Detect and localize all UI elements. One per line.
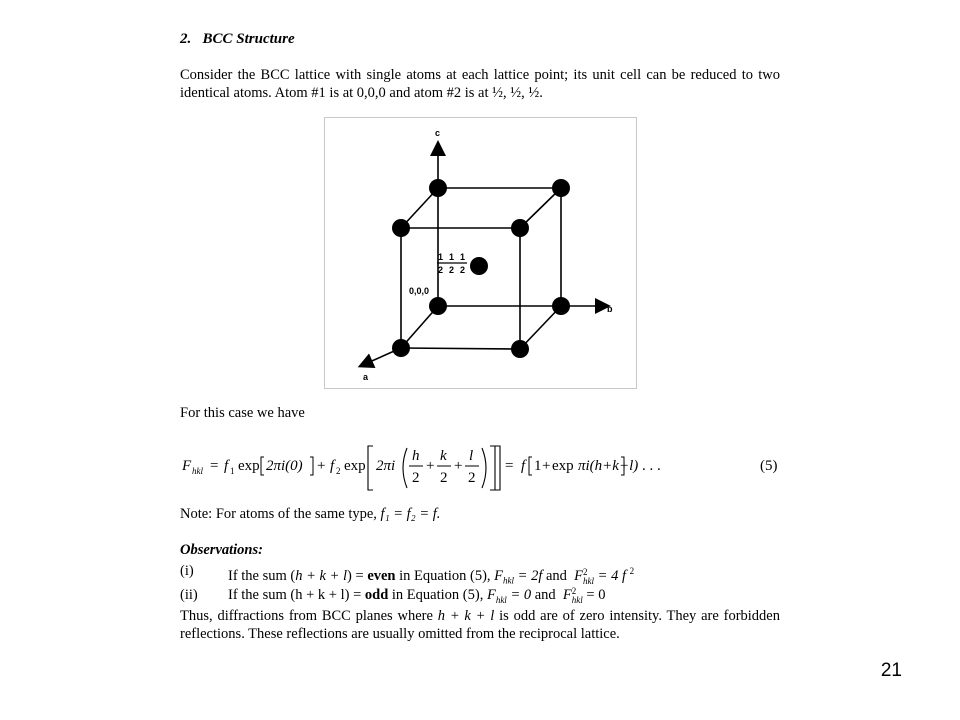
obs-i-hkl: h + k + l (295, 567, 348, 584)
eq-rhs-f: f (521, 458, 526, 474)
conclusion-hkl: h + k + l (437, 608, 495, 624)
eq-exp-2: exp (344, 458, 366, 474)
center-num-3: 1 (460, 252, 466, 262)
obs-i-and: and (542, 567, 571, 584)
origin-label: 0,0,0 (409, 286, 430, 296)
obs-i-kind: even (367, 567, 396, 584)
eq-equals-2: = (505, 458, 514, 474)
obs-ii-F-sub: hkl (495, 594, 507, 605)
obs-i-text-b: ) = (347, 567, 368, 584)
eq-two-1: 2 (412, 470, 420, 486)
eq-plus-3: + (454, 458, 463, 474)
atom-corner (511, 340, 529, 358)
obs-ii-F: F (486, 587, 496, 603)
eq-2pi-i: 2πi (376, 458, 396, 474)
center-den-3: 2 (460, 265, 466, 275)
note-expr: f₁ = f₂ = f. (380, 506, 441, 522)
eq-two-2: 2 (440, 470, 448, 486)
center-num-2: 1 (449, 252, 455, 262)
note-line (180, 505, 440, 523)
obs-ii-text-c: in Equation (5), (388, 587, 487, 603)
atom-corner (552, 179, 570, 197)
eq-dots: . . . (642, 458, 661, 474)
eq-h: h (412, 448, 420, 464)
center-num-1: 1 (438, 252, 444, 262)
observation-ii (180, 585, 606, 605)
equation-svg (180, 442, 780, 494)
conclusion-paragraph (180, 607, 780, 643)
obs-ii-and: and (531, 587, 560, 603)
obs-i-F-sub: hkl (503, 575, 515, 586)
center-den-1: 2 (438, 265, 444, 275)
eq-k: k (440, 448, 447, 464)
eq-rhs-arg: πi(h+k+l) (578, 458, 639, 474)
eq-number: (5) (760, 458, 778, 474)
observation-i (180, 562, 635, 586)
eq-rhs-one: 1 (534, 458, 542, 474)
obs-i-text-c: in Equation (5), (395, 567, 495, 584)
eq-f1: f (224, 458, 229, 474)
case-text: For this case we have (180, 405, 305, 421)
obs-i-F2: F (574, 567, 584, 584)
eq-plus-1: + (317, 458, 326, 474)
eq-f1-sub: 1 (230, 466, 235, 476)
atom-corner (392, 219, 410, 237)
atom-corner (429, 179, 447, 197)
obs-ii-label: (ii) (180, 587, 198, 603)
obs-i-eq-val: = 2f (514, 567, 543, 584)
eq-f2: f (330, 458, 335, 474)
atom-corner (511, 219, 529, 237)
eq-two-3: 2 (468, 470, 476, 486)
axis-b-label: b (607, 304, 613, 314)
obs-ii-F2: F (562, 587, 572, 603)
eq-arg-1: 2πi(0) (266, 458, 303, 474)
eq-F: F (182, 458, 192, 474)
intro-paragraph: Consider the BCC lattice with single atoms at each lattice point; its unit cell can be reduced to two identical atoms. Atom #1 is at 0,0,0 and atom #2 is at ½, ½, ½. (180, 67, 780, 101)
section-number: 2. (180, 31, 192, 47)
page-number: 21 (880, 660, 902, 681)
eq-equals-1: = (210, 458, 219, 474)
conclusion-part-a: Thus, diffractions from BCC planes where (180, 608, 438, 624)
obs-i-F2-val-sup: 2 (629, 566, 635, 576)
obs-ii-text-a: If the sum (h + k + l) = (228, 587, 365, 603)
obs-i-label: (i) (180, 563, 194, 579)
obs-i-F2-sup: 2 (583, 566, 588, 577)
eq-l: l (469, 448, 474, 464)
eq-F-sub: hkl (192, 466, 203, 476)
axis-a-label: a (363, 372, 369, 382)
conclusion-part-b: is odd are of zero intensity. They are forbidden reflections. These reflections are usually omitted from the reciprocal lattice. (180, 608, 780, 642)
obs-i-text-a: If the sum ( (228, 567, 296, 584)
structure-factor-equation (180, 442, 780, 494)
center-den-2: 2 (449, 265, 455, 275)
obs-ii-F2-sup: 2 (571, 585, 577, 596)
section-title: BCC Structure (202, 31, 295, 47)
obs-ii-body (228, 586, 605, 609)
atom-corner (429, 297, 447, 315)
obs-ii-kind: odd (364, 587, 389, 603)
obs-i-F2-val: = 4 f (594, 567, 630, 584)
obs-i-F: F (494, 567, 504, 584)
obs-ii-F2-sub: hkl (571, 594, 583, 605)
obs-ii-F2-val: = 0 (582, 587, 606, 603)
atom-corner (552, 297, 570, 315)
atom-center (470, 257, 488, 275)
atom-corner (392, 339, 410, 357)
note-prefix: Note: For atoms of the same type, (180, 506, 381, 522)
bcc-cube-diagram (325, 118, 636, 388)
eq-plus-2: + (426, 458, 435, 474)
section-heading (180, 30, 295, 48)
eq-f2-sub: 2 (336, 466, 341, 476)
eq-plus-4: + (542, 458, 551, 474)
axis-c-label: c (435, 128, 441, 138)
observations-heading: Observations: (180, 542, 263, 558)
eq-exp-1: exp (238, 458, 260, 474)
eq-rhs-exp: exp (552, 458, 574, 474)
obs-ii-eq-val: = 0 (506, 587, 532, 603)
bcc-unit-cell-figure (324, 117, 637, 389)
obs-i-F2-sub: hkl (583, 575, 595, 586)
